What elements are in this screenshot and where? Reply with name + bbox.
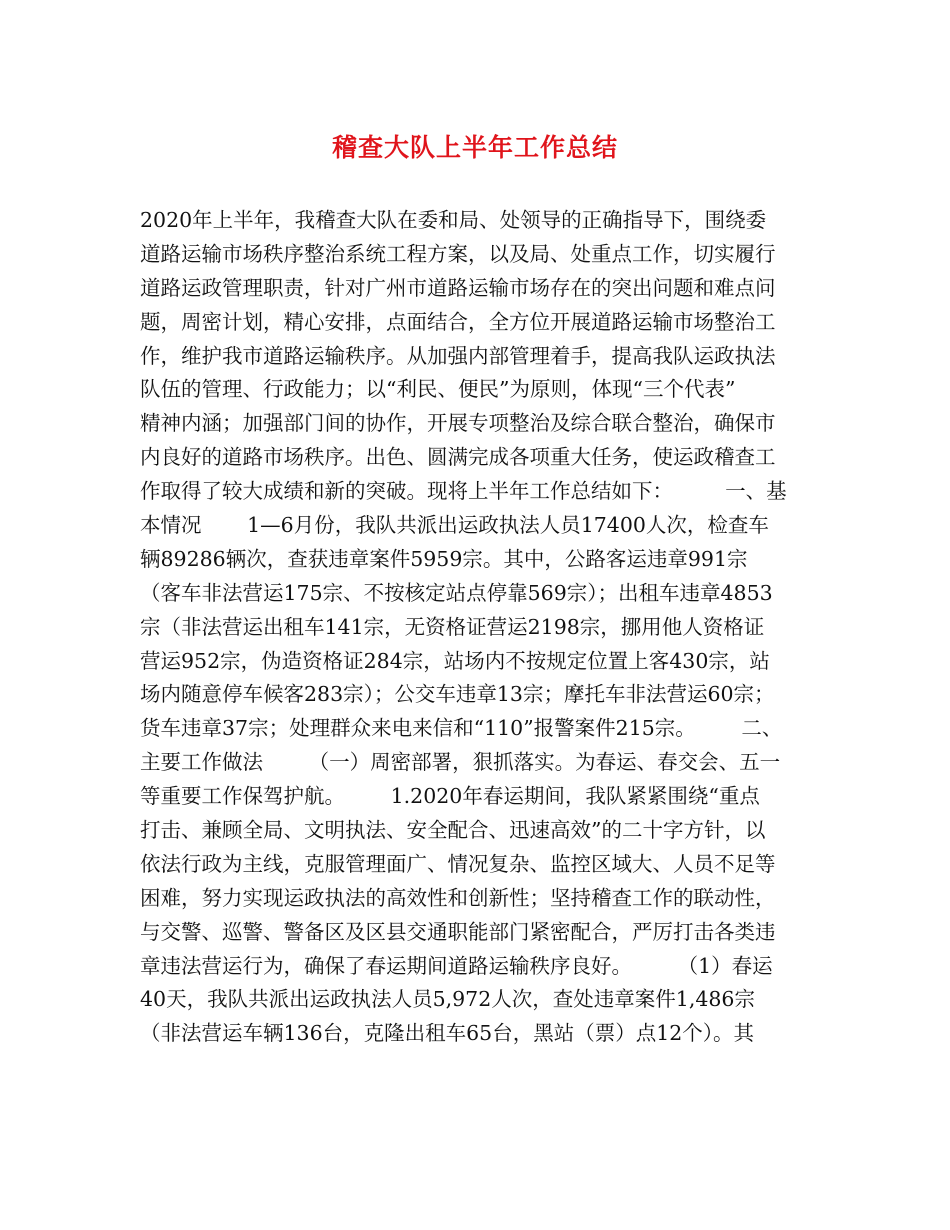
body-line: 40天，我队共派出运政执法人员5,972人次，查处违章案件1,486宗 (140, 987, 755, 1012)
body-line: 精神内涵；加强部门间的协作，开展专项整治及综合联合整治，确保市 (140, 411, 776, 436)
body-line: 题，周密计划，精心安排，点面结合，全方位开展道路运输市场整治工 (140, 309, 776, 334)
document-title: 稽查大队上半年工作总结 (331, 133, 618, 162)
body-line: 困难，努力实现运政执法的高效性和创新性；坚持稽查工作的联动性， (140, 885, 776, 910)
body-line: 主要工作做法 （一）周密部署，狠抓落实。为春运、春交会、五一 (140, 750, 781, 775)
body-line: 章违法营运行为，确保了春运期间道路运输秩序良好。 （1）春运 (140, 953, 773, 978)
body-line: 等重要工作保驾护航。 1.2020年春运期间，我队紧紧围绕“重点 (140, 784, 760, 809)
document-body (140, 204, 840, 1051)
body-line: 营运952宗，伪造资格证284宗，站场内不按规定位置上客430宗，站 (140, 648, 770, 673)
body-line: （客车非法营运175宗、不按核定站点停靠569宗）；出租车违章4853 (140, 580, 773, 605)
body-line: 打击、兼顾全局、文明执法、安全配合、迅速高效”的二十字方针，以 (140, 818, 766, 843)
body-line: 道路运政管理职责，针对广州市道路运输市场存在的突出问题和难点问 (140, 275, 776, 300)
body-line: 场内随意停车候客283宗）；公交车违章13宗；摩托车非法营运60宗； (140, 682, 775, 707)
body-line: 依法行政为主线，克服管理面广、情况复杂、监控区域大、人员不足等 (140, 851, 776, 876)
body-line: 本情况 1—6月份，我队共派出运政执法人员17400人次，检查车 (140, 513, 769, 538)
body-line: 队伍的管理、行政能力；以“利民、便民”为原则，体现“三个代表” (140, 377, 736, 402)
body-line: 与交警、巡警、警备区及区县交通职能部门紧密配合，严厉打击各类违 (140, 919, 776, 944)
body-line: 道路运输市场秩序整治系统工程方案，以及局、处重点工作，切实履行 (140, 241, 776, 266)
body-line: 2020年上半年，我稽查大队在委和局、处领导的正确指导下，围绕委 (140, 208, 767, 232)
body-line: 辆89286辆次，查获违章案件5959宗。其中，公路客运违章991宗 (140, 546, 748, 571)
body-line: 作，维护我市道路运输秩序。从加强内部管理着手，提高我队运政执法 (140, 343, 776, 368)
body-line: 作取得了较大成绩和新的突破。现将上半年工作总结如下： 一、基 (140, 479, 787, 504)
body-line: （非法营运车辆136台，克隆出租车65台，黑站（票）点12个）。其 (140, 1021, 755, 1046)
body-line: 内良好的道路市场秩序。出色、圆满完成各项重大任务，使运政稽查工 (140, 445, 776, 470)
body-line: 宗（非法营运出租车141宗，无资格证营运2198宗，挪用他人资格证 (140, 614, 765, 639)
body-line: 货车违章37宗；处理群众来电来信和“110”报警案件215宗。 二、 (140, 716, 783, 741)
